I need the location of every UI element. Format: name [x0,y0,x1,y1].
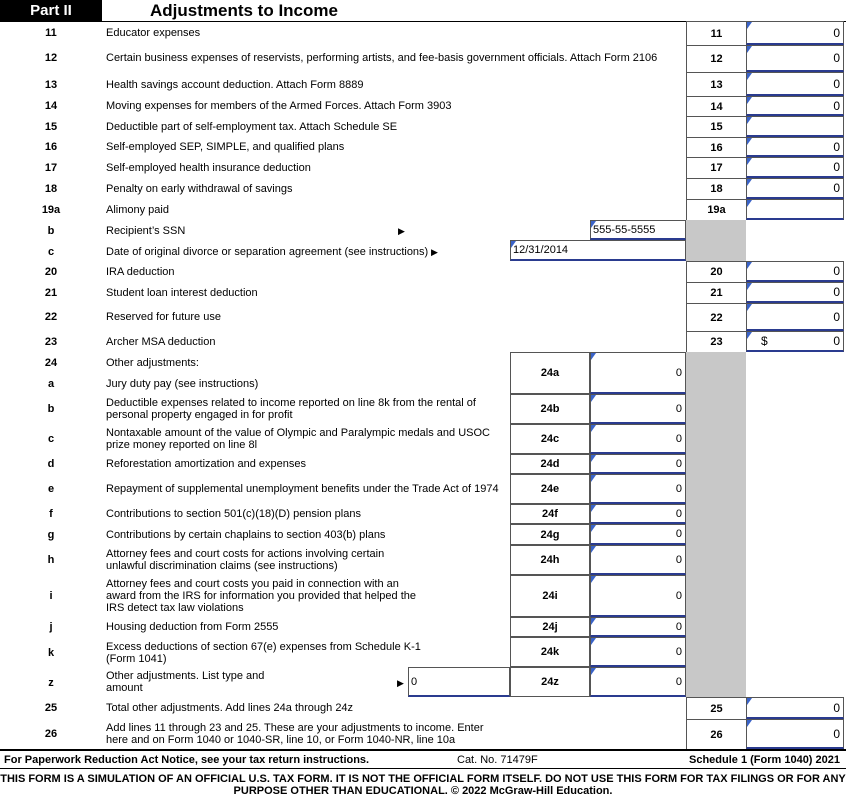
line-24f-amount[interactable]: 0 [590,504,686,524]
line-14-amount[interactable]: 0 [746,96,844,116]
line-17-amount[interactable]: 0 [746,157,844,178]
line-24z-amount[interactable]: 0 [590,667,686,697]
line-box-label: 24g [510,524,590,545]
line-24j-amount[interactable]: 0 [590,617,686,637]
line-description: Alimony paid [106,204,169,216]
line-description: Other adjustments: [106,357,199,369]
line-box-label: 24e [510,474,590,504]
line-24i-amount[interactable]: 0 [590,575,686,617]
line-number: 12 [44,52,58,64]
line-description: Deductible expenses related to income reported on line 8k from the rental of personal property engaged in for profit [106,397,476,421]
line-24e-amount[interactable]: 0 [590,474,686,504]
line-25-amount[interactable]: 0 [746,697,844,719]
line-12-amount[interactable]: 0 [746,45,844,72]
line-box-label: 24b [510,394,590,424]
line-box-label: 21 [686,282,746,303]
line-box-label: 24k [510,637,590,667]
line-number: 22 [44,311,58,323]
line-description: Reforestation amortization and expenses [106,458,306,470]
line-letter: k [47,647,55,659]
line-number: 26 [44,728,58,740]
line-24c-amount[interactable]: 0 [590,424,686,454]
line-box-label: 11 [686,21,746,45]
line-description: Health savings account deduction. Attach Form 8889 [106,79,364,91]
line-number: 25 [44,702,58,714]
line-description: Attorney fees and court costs for actions involving certain unlawful discrimination claims (see instructions) [106,548,385,572]
line-24b-amount[interactable]: 0 [590,394,686,424]
line-23-amount[interactable]: $ 0 [746,331,844,352]
line-number: 11 [45,27,57,39]
line-19a-amount[interactable] [746,199,844,220]
line-letter: z [48,677,54,689]
line-description: Contributions by certain chaplains to section 403(b) plans [106,529,386,541]
line-number: 20 [44,266,58,278]
line-box-label: 23 [686,331,746,352]
divorce-date-field[interactable]: 12/31/2014 [510,240,686,261]
line-number: 15 [44,121,58,133]
line-24g-amount[interactable]: 0 [590,524,686,545]
line-description: Nontaxable amount of the value of Olympic and Paralympic medals and USOC prize money reported on line 8l [106,427,490,451]
line-description: Self-employed health insurance deduction [106,162,311,174]
line-21-amount[interactable]: 0 [746,282,844,303]
line-letter: c [47,433,55,445]
line-box-label: 12 [686,45,746,72]
line-number: 14 [44,100,58,112]
line-16-amount[interactable]: 0 [746,137,844,157]
line-description: Contributions to section 501(c)(18)(D) pension plans [106,508,361,520]
schedule-label: Schedule 1 (Form 1040) 2021 [688,754,840,766]
line-description: Penalty on early withdrawal of savings [106,183,293,195]
line-description: Date of original divorce or separation agreement (see instructions) [106,246,429,258]
simulation-disclaimer: THIS FORM IS A SIMULATION OF AN OFFICIAL U.S. TAX FORM. IT IS NOT THE OFFICIAL FORM ITSELF. DO NOT USE THIS FORM FOR TAX FILINGS OR FOR ANY PURPOSE OTHER THAN EDUCATIONAL. © 2022 McGraw-Hill Education. [0,773,846,797]
catalog-number: Cat. No. 71479F [457,754,538,766]
line-box-label: 22 [686,303,746,331]
line-number: 24 [44,357,58,369]
line-15-amount[interactable] [746,116,844,137]
line-box-label: 15 [686,116,746,137]
line-box-label: 17 [686,157,746,178]
line-number: 21 [44,287,58,299]
recipient-ssn-field[interactable]: 555-55-5555 [590,220,686,240]
line-description: Total other adjustments. Add lines 24a through 24z [106,702,354,714]
line-26-amount[interactable]: 0 [746,719,844,749]
line-number: b [47,225,55,237]
line-box-label: 13 [686,72,746,96]
line-24d-amount[interactable]: 0 [590,454,686,474]
line-box-label: 24h [510,545,590,575]
line-box-label: 20 [686,261,746,282]
line-box-label: 18 [686,178,746,199]
line-number: 23 [44,336,58,348]
line-letter: i [49,590,53,602]
line-box-label: 24a [510,352,590,394]
line-description: Repayment of supplemental unemployment benefits under the Trade Act of 1974 [106,483,499,495]
line-box-label: 24i [510,575,590,617]
line-13-amount[interactable]: 0 [746,72,844,96]
paperwork-notice: For Paperwork Reduction Act Notice, see your tax return instructions. [4,754,370,766]
line-description: Moving expenses for members of the Armed Forces. Attach Form 3903 [106,100,452,112]
line-22-amount[interactable]: 0 [746,303,844,331]
line-24a-amount[interactable]: 0 [590,352,686,394]
line-description: Self-employed SEP, SIMPLE, and qualified plans [106,141,345,153]
line-description: Student loan interest deduction [106,287,258,299]
line-11-amount[interactable]: 0 [746,21,844,45]
line-24k-amount[interactable]: 0 [590,637,686,667]
line-18-amount[interactable]: 0 [746,178,844,199]
line-description: Excess deductions of section 67(e) expenses from Schedule K-1 (Form 1041) [106,641,421,665]
line-letter: j [49,621,53,633]
line-letter: b [47,403,55,415]
line-box-label: 24f [510,504,590,524]
line-letter: a [47,378,55,390]
line-letter: g [47,529,55,541]
line-box-label: 24c [510,424,590,454]
line-description: Recipient’s SSN [106,225,186,237]
line-letter: e [47,483,55,495]
line-description: Other adjustments. List type and amount [106,670,265,694]
line-description: Deductible part of self-employment tax. Attach Schedule SE [106,121,398,133]
line-number: 13 [44,79,58,91]
line-box-label: 19a [686,199,746,220]
part-label: Part II [0,0,102,21]
line-box-label: 16 [686,137,746,157]
line-number: 18 [44,183,58,195]
line-box-label: 24z [510,667,590,697]
line-box-label: 24d [510,454,590,474]
line-box-label: 25 [686,697,746,719]
line-box-label: 14 [686,96,746,116]
line-description: Attorney fees and court costs you paid in connection with an award from the IRS for information you provided that helped the IRS detect tax law violations [106,578,417,614]
line-number: 19a [41,204,61,216]
line-24h-amount[interactable]: 0 [590,545,686,575]
line-description: Add lines 11 through 23 and 25. These are your adjustments to income. Enter here and on Form 1040 or 1040-SR, line 10, or Form 1040-NR, line 10a [106,722,484,746]
currency-symbol: $ [761,334,768,348]
other-adjustment-type-field[interactable]: 0 [408,667,510,697]
line-description: Reserved for future use [106,311,221,323]
line-description: IRA deduction [106,266,175,278]
line-letter: f [49,508,53,520]
line-20-amount[interactable]: 0 [746,261,844,282]
line-box-label: 26 [686,719,746,749]
line-number: 16 [44,141,58,153]
line-description: Certain business expenses of reservists, performing artists, and fee-basis government officials. Attach Form 2106 [106,52,658,64]
line-description: Educator expenses [106,27,201,39]
line-description: Housing deduction from Form 2555 [106,621,279,633]
line-box-label: 24j [510,617,590,637]
line-number: 17 [44,162,58,174]
section-title: Adjustments to Income [150,1,338,20]
line-description: Jury duty pay (see instructions) [106,378,259,390]
line-letter: h [47,554,55,566]
line-letter: d [47,458,55,470]
line-number: c [47,246,55,258]
line-description: Archer MSA deduction [106,336,216,348]
